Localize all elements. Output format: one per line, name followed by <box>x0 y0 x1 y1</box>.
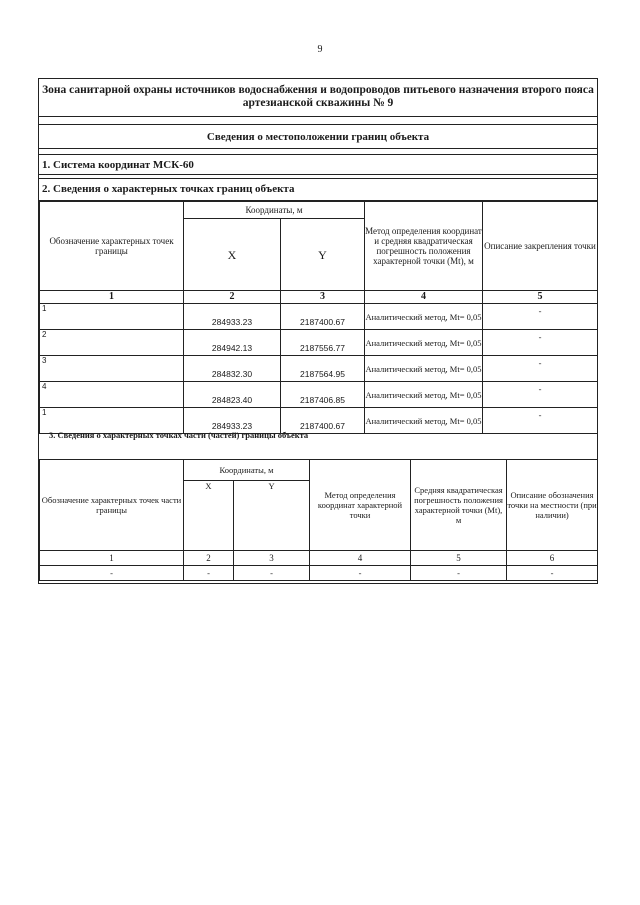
method: Аналитический метод, Mt= 0,05 <box>365 304 483 330</box>
col-part-x-header: X <box>184 481 234 551</box>
point-id: 1 <box>40 304 184 330</box>
point-description: - <box>483 382 598 408</box>
col-part-point-header: Обозначение характерных точек части границы <box>40 460 184 551</box>
col-part-desc-header: Описание обозначения точки на местности (при наличии) <box>507 460 598 551</box>
coordinate-system: 1. Система координат МСК-60 <box>39 155 597 175</box>
col-number: 5 <box>411 551 507 566</box>
point-id: 2 <box>40 330 184 356</box>
empty-cell: - <box>234 566 310 581</box>
boundary-points-table <box>39 201 598 434</box>
x-coordinate: 284832.30 <box>184 356 281 382</box>
empty-cell: - <box>310 566 411 581</box>
document-title: Зона санитарной охраны источников водоснабжения и водопроводов питьевого назначения второго пояса артезианской скважины № 9 <box>39 79 597 117</box>
x-coordinate: 284942.13 <box>184 330 281 356</box>
col-part-y-header: Y <box>234 481 310 551</box>
points-section-title: 2. Сведения о характерных точках границ объекта <box>39 179 597 201</box>
point-id: 4 <box>40 382 184 408</box>
part-section-title: 3. Сведения о характерных точках части (частей) границы объекта <box>49 430 309 440</box>
col-part-accuracy-header: Средняя квадратическая погрешность положения характерной точки (Mt), м <box>411 460 507 551</box>
method: Аналитический метод, Mt= 0,05 <box>365 382 483 408</box>
col-number: 1 <box>40 551 184 566</box>
y-coordinate: 2187400.67 <box>281 304 365 330</box>
table-row <box>40 382 598 408</box>
col-number: 4 <box>365 291 483 304</box>
x-coordinate: 284933.23 <box>184 408 281 434</box>
point-description: - <box>483 304 598 330</box>
point-id: 1 <box>40 408 184 434</box>
col-part-method-header: Метод определения координат характерной точки <box>310 460 411 551</box>
table-row <box>40 330 598 356</box>
col-coords-header: Координаты, м <box>184 202 365 219</box>
col-point-header: Обозначение характерных точек границы <box>40 202 184 291</box>
y-coordinate: 2187406.85 <box>281 382 365 408</box>
method: Аналитический метод, Mt= 0,05 <box>365 330 483 356</box>
col-number: 6 <box>507 551 598 566</box>
point-id: 3 <box>40 356 184 382</box>
empty-cell: - <box>411 566 507 581</box>
y-coordinate: 2187564.95 <box>281 356 365 382</box>
col-number: 3 <box>281 291 365 304</box>
col-number: 5 <box>483 291 598 304</box>
method: Аналитический метод, Mt= 0,05 <box>365 408 483 434</box>
col-method-header: Метод определения координат и средняя квадратическая погрешность положения характерной точки (Mt), м <box>365 202 483 291</box>
part-points-table <box>39 459 598 581</box>
table-row <box>40 356 598 382</box>
col-x-header: X <box>184 219 281 291</box>
y-coordinate: 2187556.77 <box>281 330 365 356</box>
empty-cell: - <box>507 566 598 581</box>
x-coordinate: 284933.23 <box>184 304 281 330</box>
col-desc-header: Описание закрепления точки <box>483 202 598 291</box>
col-number: 3 <box>234 551 310 566</box>
table-row <box>40 304 598 330</box>
col-number: 1 <box>40 291 184 304</box>
x-coordinate: 284823.40 <box>184 382 281 408</box>
point-description: - <box>483 356 598 382</box>
method: Аналитический метод, Mt= 0,05 <box>365 356 483 382</box>
col-number: 2 <box>184 291 281 304</box>
empty-cell: - <box>184 566 234 581</box>
col-y-header: Y <box>281 219 365 291</box>
point-description: - <box>483 408 598 434</box>
empty-cell: - <box>40 566 184 581</box>
y-coordinate: 2187400.67 <box>281 408 365 434</box>
document-frame <box>38 78 598 584</box>
col-number: 2 <box>184 551 234 566</box>
spacer-row <box>39 117 597 125</box>
col-number: 4 <box>310 551 411 566</box>
point-description: - <box>483 330 598 356</box>
page-number: 9 <box>317 44 323 55</box>
section-subtitle: Сведения о местоположении границ объекта <box>39 125 597 149</box>
table-row <box>40 566 598 581</box>
col-part-coords-header: Координаты, м <box>184 460 310 481</box>
